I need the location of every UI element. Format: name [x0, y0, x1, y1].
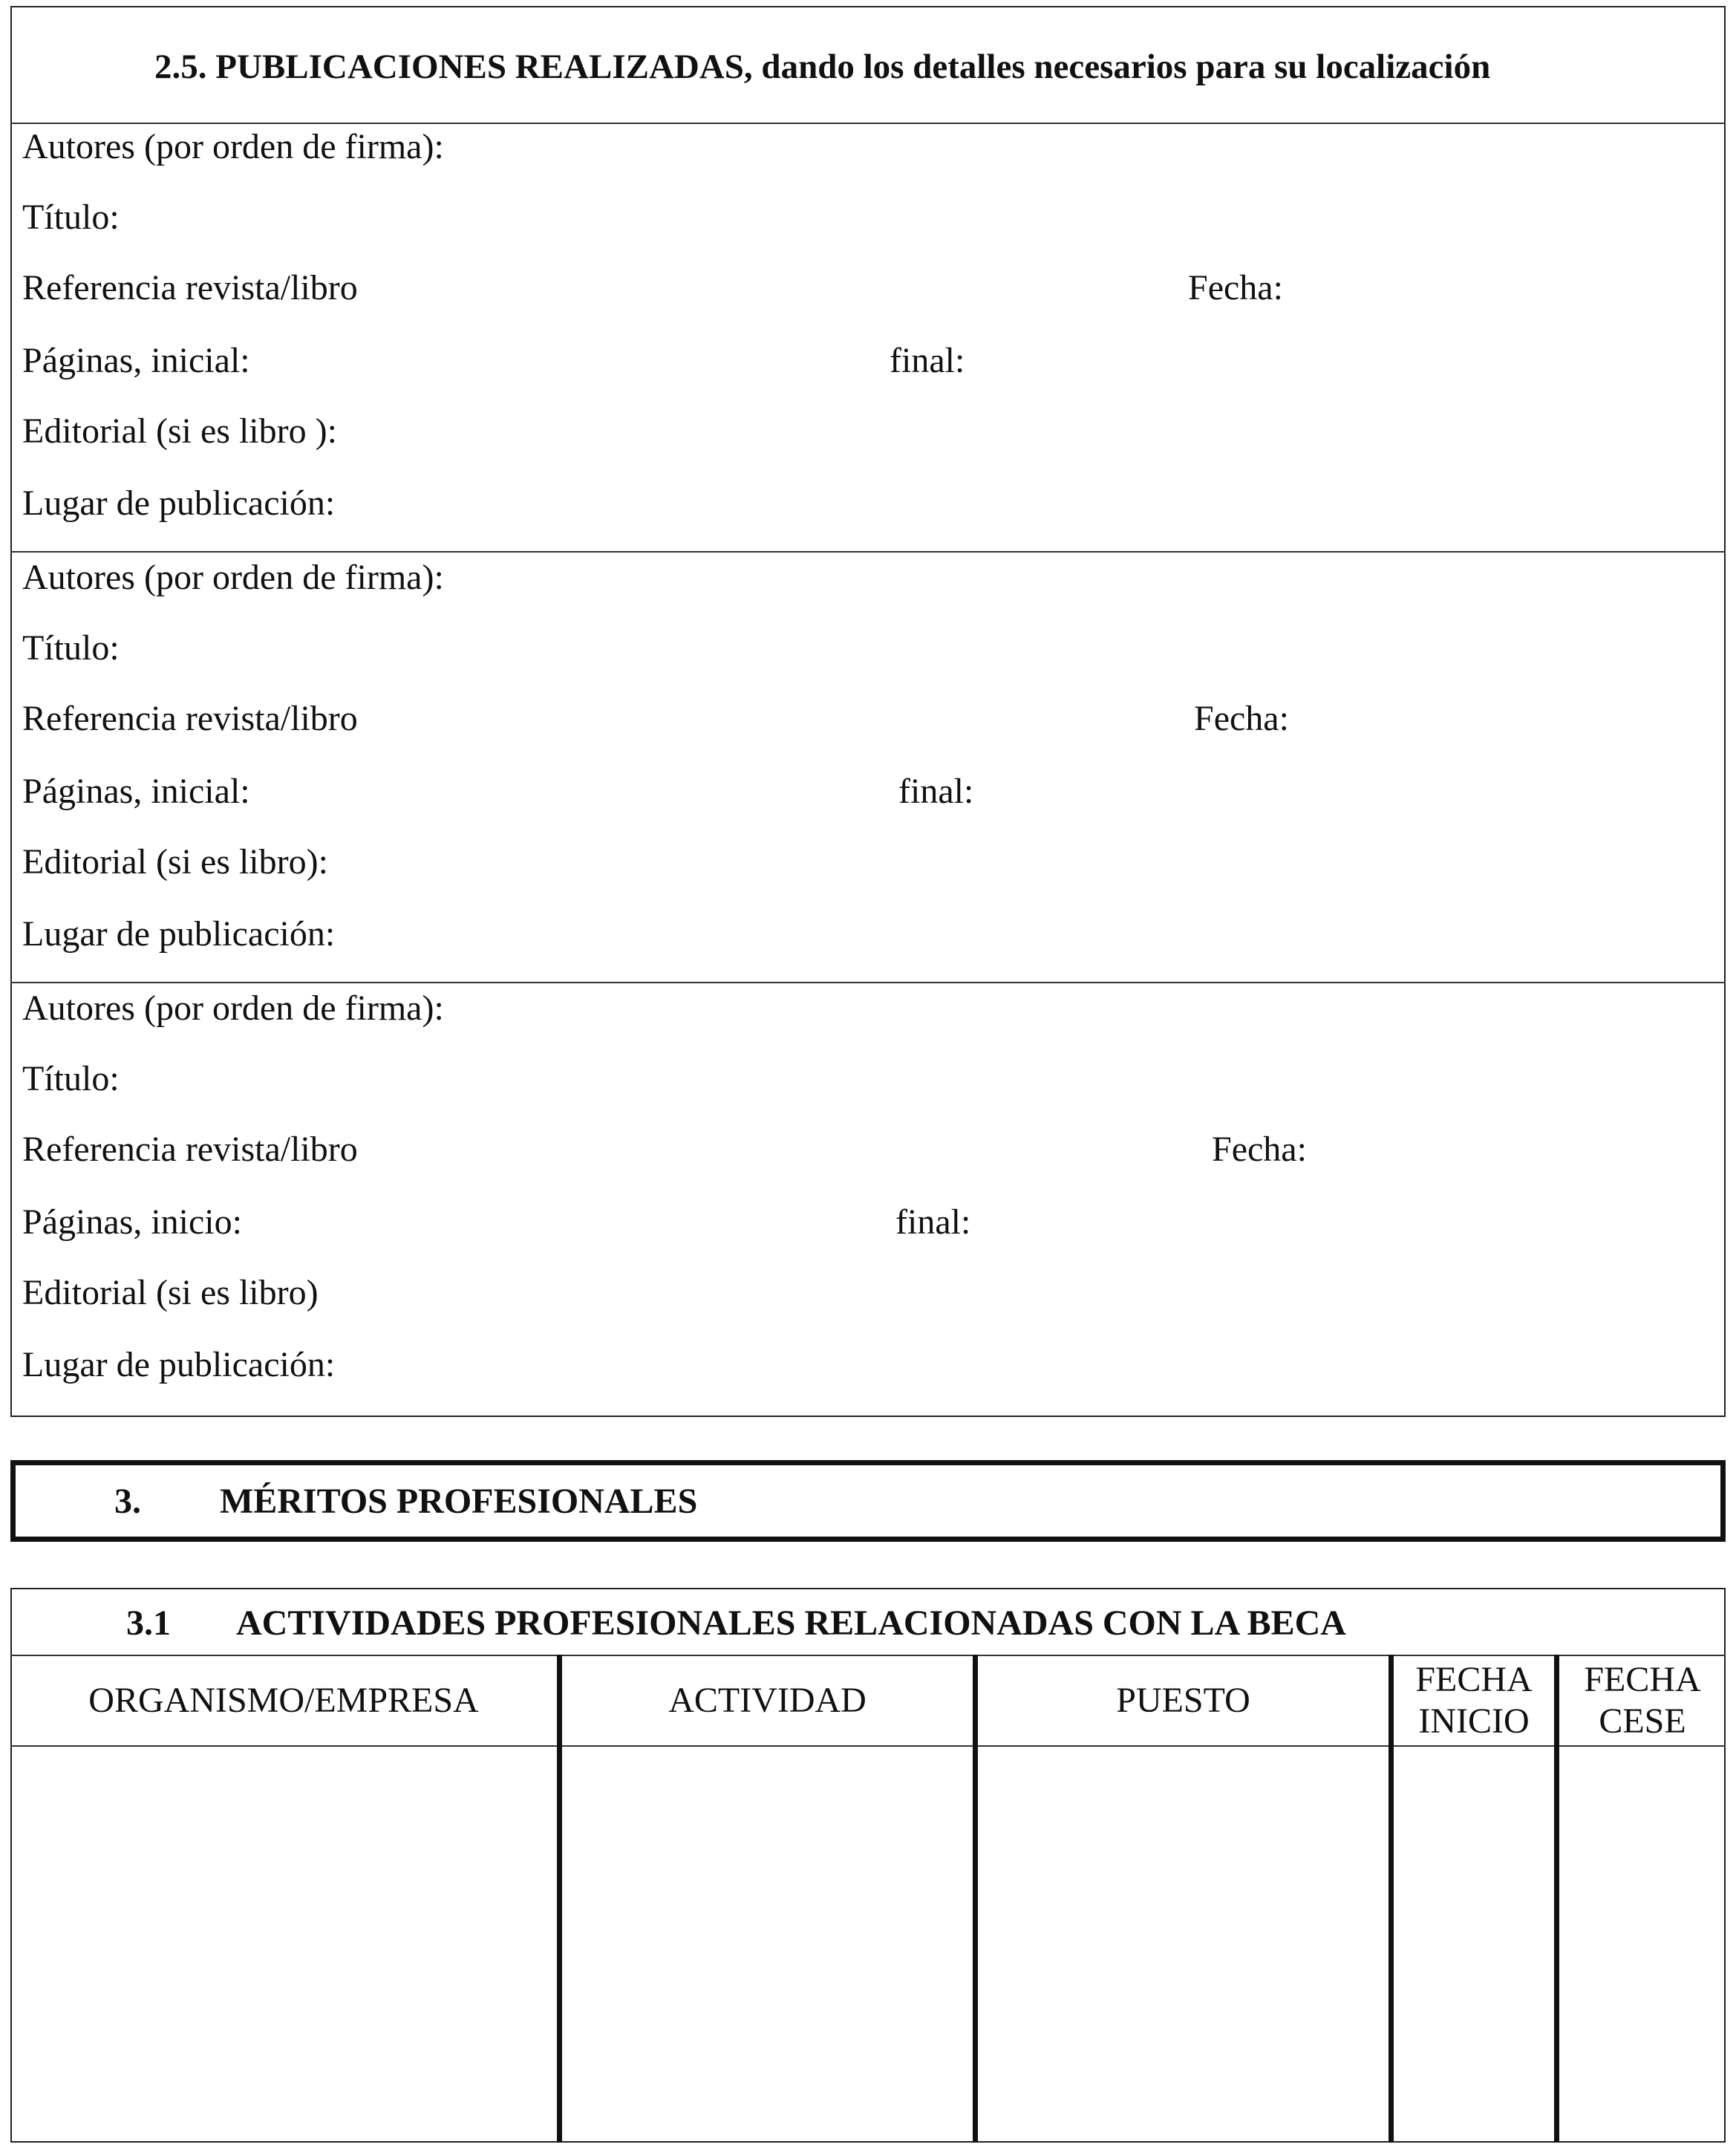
- paginas-label: Páginas, inicial:: [22, 772, 250, 811]
- autores-label: Autores (por orden de firma):: [22, 127, 444, 166]
- section-3-title: MÉRITOS PROFESIONALES: [220, 1482, 698, 1521]
- table-title-divider: [10, 1655, 1726, 1656]
- editorial-label: Editorial (si es libro ):: [22, 411, 337, 451]
- lugar-label: Lugar de publicación:: [22, 483, 336, 523]
- entry-divider: [10, 551, 1726, 553]
- editorial-label: Editorial (si es libro):: [22, 842, 328, 882]
- title-divider: [10, 123, 1726, 124]
- titulo-label: Título:: [22, 628, 120, 668]
- paginas-label: Páginas, inicio:: [22, 1202, 242, 1242]
- fecha-cese-line-1: FECHA: [1584, 1660, 1701, 1699]
- section-3-1-number: 3.1: [126, 1603, 171, 1643]
- referencia-label: Referencia revista/libro: [22, 699, 358, 738]
- column-header-fecha-cese: [1559, 1659, 1726, 1742]
- autores-label: Autores (por orden de firma):: [22, 988, 444, 1028]
- table-body-empty: [10, 1747, 1726, 2140]
- column-header-actividad: ACTIVIDAD: [668, 1681, 867, 1720]
- column-header-organismo: ORGANISMO/EMPRESA: [88, 1681, 479, 1720]
- final-label: final:: [895, 1202, 971, 1242]
- final-label: final:: [898, 772, 974, 811]
- fecha-label: Fecha:: [1194, 699, 1289, 738]
- paginas-label: Páginas, inicial:: [22, 341, 250, 380]
- column-header-fecha-inicio: [1394, 1659, 1554, 1742]
- entry-divider: [10, 982, 1726, 983]
- lugar-label: Lugar de publicación:: [22, 1345, 336, 1384]
- fecha-label: Fecha:: [1188, 268, 1283, 307]
- referencia-label: Referencia revista/libro: [22, 268, 358, 307]
- referencia-label: Referencia revista/libro: [22, 1130, 358, 1169]
- section-2-5-title: 2.5. PUBLICACIONES REALIZADAS, dando los detalles necesarios para su localización: [154, 48, 1491, 86]
- final-label: final:: [890, 341, 965, 380]
- lugar-label: Lugar de publicación:: [22, 914, 336, 954]
- titulo-label: Título:: [22, 1059, 120, 1098]
- section-3-number: 3.: [114, 1482, 141, 1521]
- fecha-label: Fecha:: [1212, 1130, 1307, 1169]
- fecha-inicio-line-2: INICIO: [1418, 1701, 1530, 1741]
- fecha-inicio-line-1: FECHA: [1415, 1660, 1533, 1699]
- titulo-label: Título:: [22, 198, 120, 237]
- fecha-cese-line-2: CESE: [1599, 1701, 1686, 1741]
- column-header-puesto: PUESTO: [1116, 1681, 1250, 1720]
- section-3-1-title: ACTIVIDADES PROFESIONALES RELACIONADAS CON LA BECA: [236, 1603, 1346, 1643]
- editorial-label: Editorial (si es libro): [22, 1273, 319, 1312]
- autores-label: Autores (por orden de firma):: [22, 558, 444, 597]
